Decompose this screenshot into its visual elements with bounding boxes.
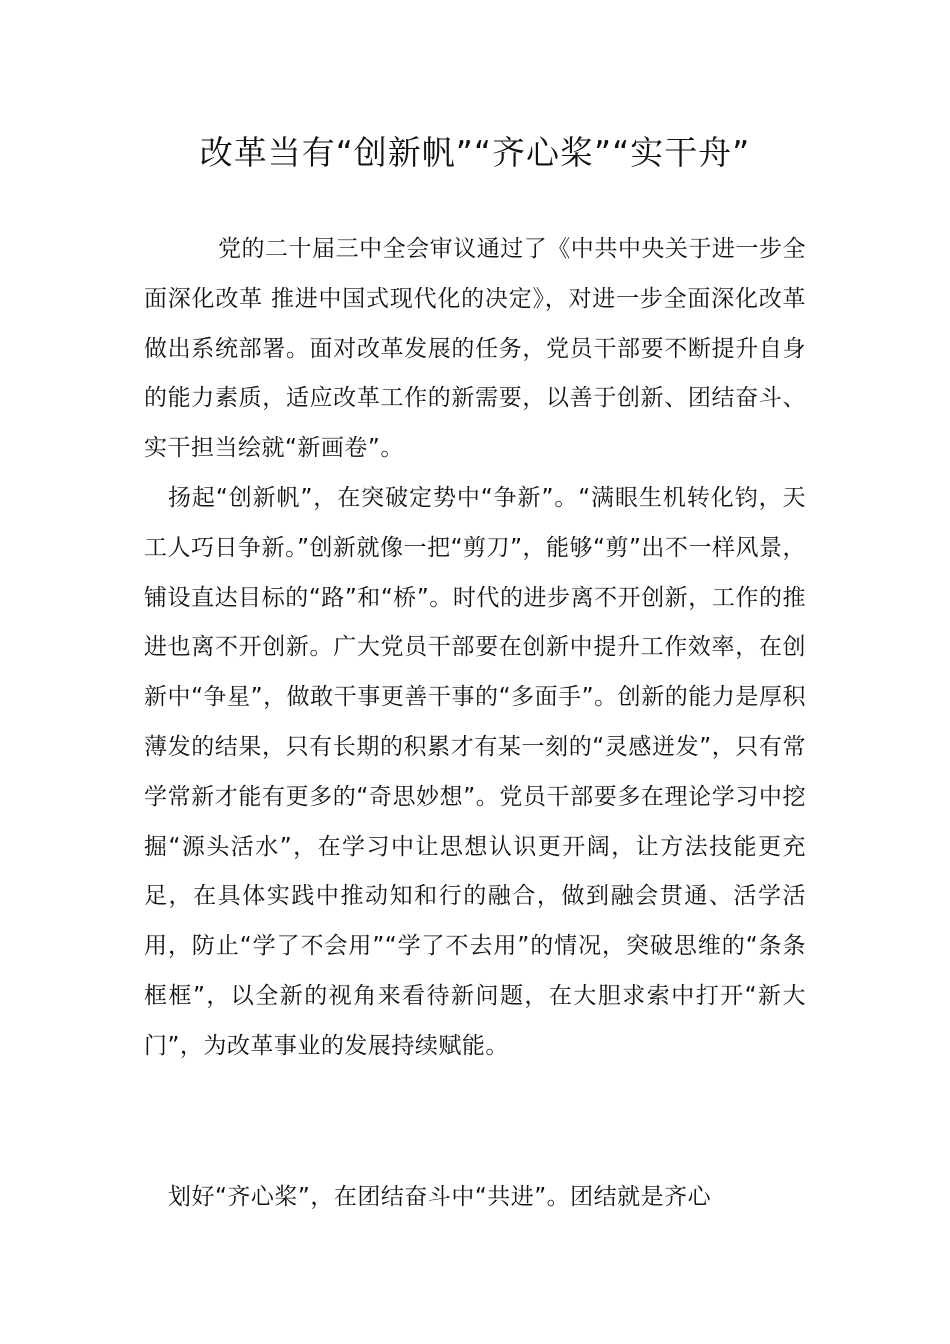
- paragraph-innovation: 扬起“创新帆”，在突破定势中“争新”。“满眼生机转化钧，天工人巧日争新。”创新就像一把“剪刀”，能够“剪”出不一样风景，铺设直达目标的“路”和“桥”。时代的进步离不开创新，工作的推进也离不开创新。广大党员干部要在创新中提升工作效率，在创新中“争星”，做敢干事更善干事的“多面手”。创新的能力是厚积薄发的结果，只有长期的积累才有某一刻的“灵感迸发”，只有常学常新才能有更多的“奇思妙想”。党员干部要多在理论学习中挖掘“源头活水”，在学习中让思想认识更开阔，让方法技能更充足，在具体实践中推动知和行的融合，做到融会贯通、活学活用，防止“学了不会用”“学了不去用”的情况，突破思维的“条条框框”，以全新的视角来看待新问题，在大胆求索中打开“新大门”，为改革事业的发展持续赋能。: [144, 485, 806, 1059]
- paragraph-unity: 划好“齐心桨”，在团结奋斗中“共进”。团结就是齐心: [168, 1184, 712, 1210]
- document-title: 改革当有“创新帆”“齐心桨”“实干舟”: [199, 133, 751, 172]
- paragraph-intro: 党的二十届三中全会审议通过了《中共中央关于进一步全面深化改革 推进中国式现代化的决定》，对进一步全面深化改革做出系统部署。面对改革发展的任务，党员干部要不断提升自身的能力素质，适应改革工作的新需要，以善于创新、团结奋斗、实干担当绘就“新画卷”。: [144, 236, 806, 462]
